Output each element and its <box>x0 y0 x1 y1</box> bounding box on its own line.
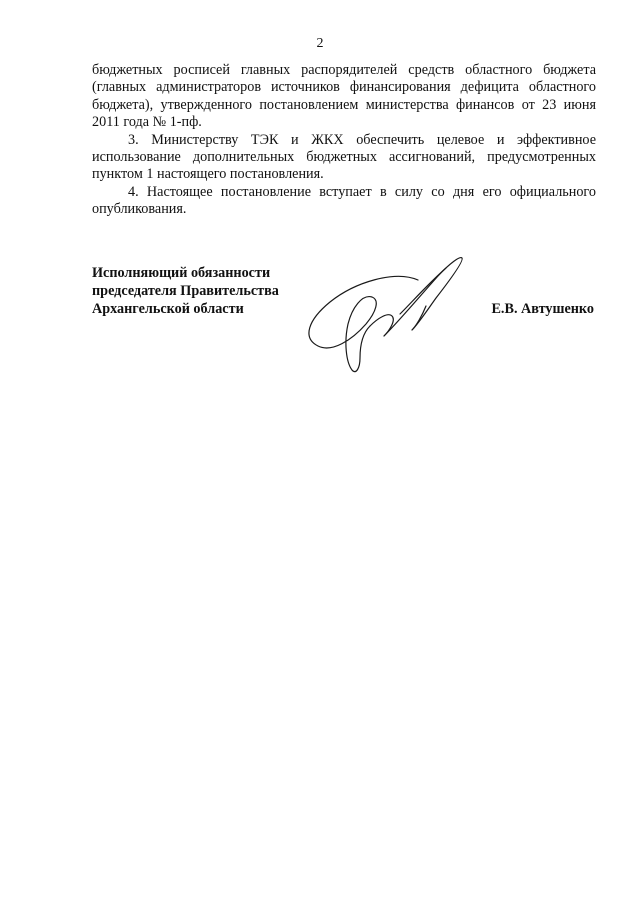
signer-position-line: Исполняющий обязанности <box>92 265 271 281</box>
page-number: 2 <box>316 36 324 51</box>
signer-position <box>92 265 279 318</box>
handwritten-signature <box>300 250 480 385</box>
text-line: пунктом 1 настоящего постановления. <box>92 166 324 183</box>
text-line: 4. Настоящее постановление вступает в силу со дня его официального <box>128 183 596 200</box>
text-line: бюджетных росписей главных распорядителей средств областного бюджета <box>92 62 596 78</box>
text-line: 3. Министерству ТЭК и ЖКХ обеспечить целевое и эффективное <box>128 131 596 148</box>
paragraph-item-4 <box>92 184 596 219</box>
signer-position-line: Архангельской области <box>92 300 244 317</box>
text-line: (главных администраторов источников финансирования дефицита областного <box>92 79 596 96</box>
text-line: использование дополнительных бюджетных ассигнований, предусмотренных <box>92 149 596 166</box>
signer-name: Е.В. Автушенко <box>491 301 594 317</box>
signer-position-line: председателя Правительства <box>92 282 279 299</box>
signature-stroke <box>412 306 426 330</box>
text-line: опубликования. <box>92 201 187 218</box>
signature-stroke <box>400 268 446 314</box>
signature-stroke <box>370 315 393 336</box>
document-body <box>92 62 596 219</box>
text-line: бюджета), утвержденного постановлением министерства финансов от 23 июня <box>92 96 596 113</box>
signature-stroke <box>384 258 462 336</box>
paragraph-item-3 <box>92 132 596 184</box>
signature-stroke <box>309 276 418 371</box>
paragraph-continuation <box>92 62 596 132</box>
text-line: 2011 года № 1-пф. <box>92 114 202 131</box>
